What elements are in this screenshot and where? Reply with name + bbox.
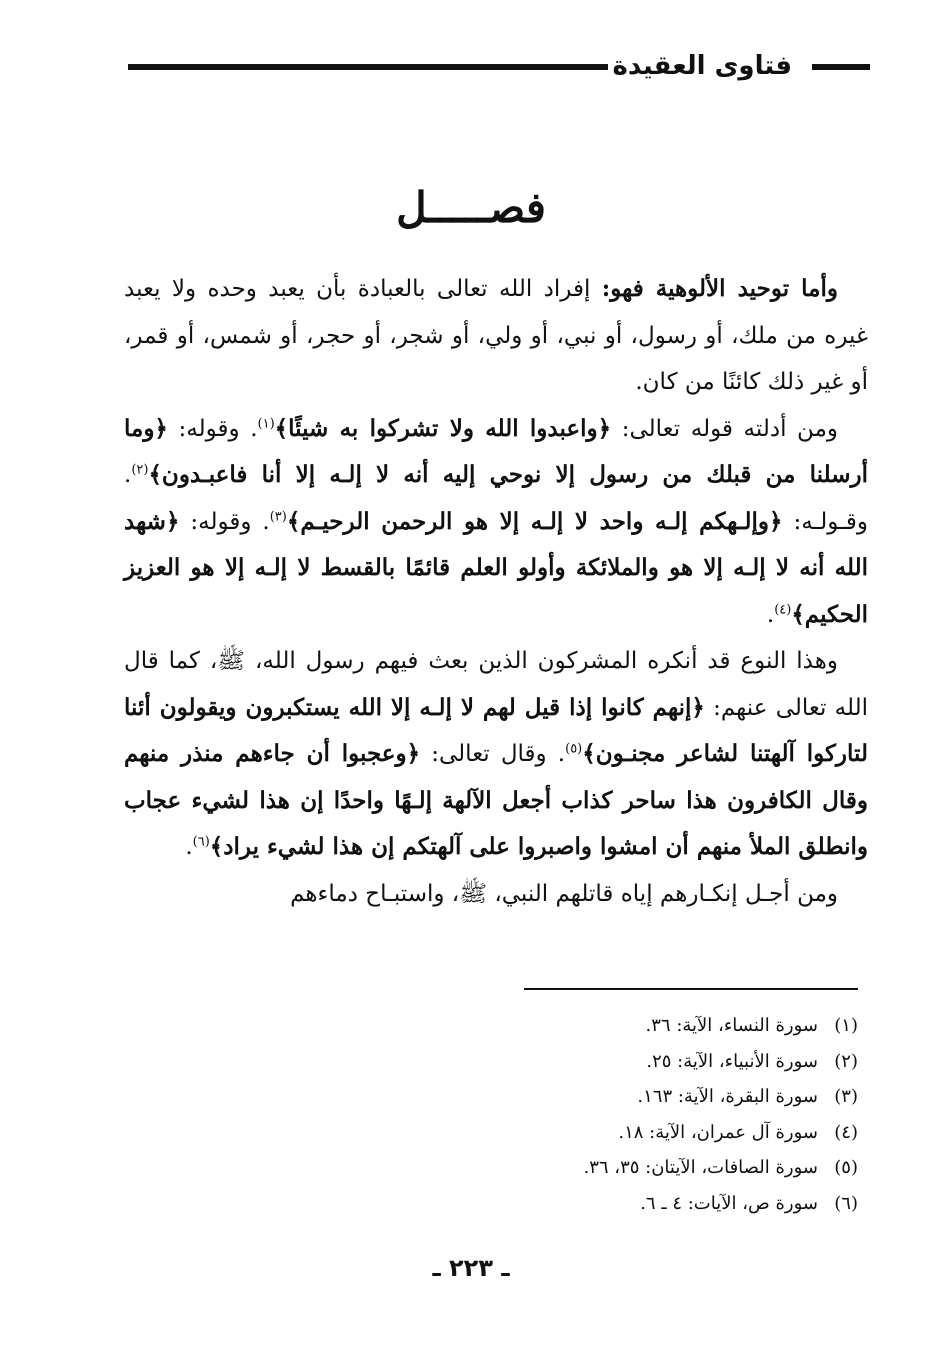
- footnote-text: سورة ص، الآيات: ٤ ـ ٦.: [640, 1192, 818, 1214]
- footnote-item: [298, 1115, 858, 1151]
- quran-verse: ﴿وعجبوا أن جاءهم منذر منهم وقال الكافرون هذا ساحر كذاب أجعل الآلهة إلـهًا واحدًا إن هذا لشيء عجاب وانطلق الملأ منهم أن امشوا واصبروا على آلهتكم إن هذا لشيء يراد﴾: [124, 740, 868, 860]
- paragraph-2-connector: . وقوله:: [179, 508, 270, 535]
- paragraph-3-connector: . وقال تعالى:: [420, 741, 566, 767]
- body-text: [124, 266, 868, 917]
- header-rule-short: [812, 64, 870, 70]
- section-title: فصـــــل: [396, 183, 546, 232]
- paragraph-3-intro: وهذا النوع قد أنكره المشركون الذين بعث فيهم رسول الله، ﷺ، كما قال الله تعالى عنهم:: [124, 648, 869, 721]
- paragraph-1-lead: وأما توحيد الألوهية فهو:: [601, 275, 838, 302]
- footnote-ref: (٢): [131, 462, 149, 478]
- paragraph-4: [124, 871, 868, 918]
- footnote-separator: [524, 988, 858, 990]
- footnote-item: [298, 1150, 858, 1186]
- header-rule-long: [128, 64, 608, 70]
- footnote-ref: (٥): [565, 741, 583, 757]
- paragraph-4-text: ومن أجـل إنكـارهم إياه قاتلهم النبي، ﷺ، واستبـاح دماءهم: [290, 880, 838, 907]
- paragraph-1: [124, 266, 868, 406]
- footnote-text: سورة البقرة، الآية: ١٦٣.: [637, 1086, 818, 1107]
- footnote-number: (١): [834, 1015, 858, 1036]
- quran-verse: ﴿واعبدوا الله ولا تشركوا به شيئًا﴾: [274, 414, 612, 442]
- footnote-item: [298, 1186, 858, 1222]
- paragraph-3-end: .: [185, 834, 193, 860]
- footnote-number: (٤): [834, 1121, 858, 1143]
- footnote-text: سورة آل عمران، الآية: ١٨.: [618, 1121, 818, 1143]
- footnote-ref: (٦): [192, 834, 210, 850]
- paragraph-2-end: .: [766, 601, 775, 628]
- footnote-item: [298, 1044, 858, 1080]
- paragraph-2-intro: ومن أدلته قوله تعالى:: [611, 415, 838, 442]
- quran-verse: ﴿إنهم كانوا إذا قيل لهم لا إلـه إلا الله يستكبرون ويقولون أئنا لتاركوا آلهتنا لشاعر مجنـون﴾: [124, 693, 868, 767]
- footnote-ref: (١): [257, 415, 275, 431]
- footnote-number: (٦): [834, 1192, 858, 1214]
- running-header: [128, 46, 870, 86]
- footnote-ref: (٤): [774, 601, 792, 617]
- footnote-number: (٣): [834, 1086, 858, 1107]
- paragraph-2-connector: . وقوله:: [167, 415, 258, 442]
- footnote-item: [298, 1079, 858, 1115]
- footnote-number: (٢): [834, 1050, 858, 1072]
- page-number: ـ ٢٢٣ ـ: [432, 1254, 510, 1282]
- quran-verse: ﴿شهد الله أنه لا إلـه إلا هو والملائكة وأولو العلم قائمًا بالقسط لا إلـه إلا هو العزيز الحكيم﴾: [124, 507, 868, 628]
- footnote-text: سورة النساء، الآية: ٣٦.: [645, 1015, 818, 1036]
- quran-verse: ﴿وإلـهكم إلـه واحد لا إلـه إلا هو الرحمن الرحيـم﴾: [286, 507, 783, 535]
- footnote-item: [298, 1008, 858, 1044]
- paragraph-1-text: إفراد الله تعالى بالعبادة بأن يعبد وحده ولا يعبد غيره من ملك، أو رسول، أو نبي، أو ولي، أو شجر، أو حجر، أو شمس، أو قمر، أو غير ذلك كائنًا من كان.: [124, 276, 868, 395]
- paragraph-3: [124, 638, 868, 871]
- footnote-ref: (٣): [269, 508, 287, 524]
- quran-verse: ﴿وما أرسلنا من قبلك من رسول إلا نوحي إليه أنه لا إلـه إلا أنا فاعبـدون﴾: [124, 414, 868, 488]
- footnote-text: سورة الصافات، الآيتان: ٣٥، ٣٦.: [583, 1157, 818, 1178]
- footnotes: [298, 1008, 858, 1221]
- paragraph-2: [124, 406, 868, 639]
- paragraph-2-connector: . وقـولـه:: [124, 462, 868, 535]
- footnote-text: سورة الأنبياء، الآية: ٢٥.: [646, 1050, 818, 1072]
- running-header-title: فتاوى العقيدة: [612, 51, 792, 81]
- footnote-number: (٥): [834, 1157, 858, 1178]
